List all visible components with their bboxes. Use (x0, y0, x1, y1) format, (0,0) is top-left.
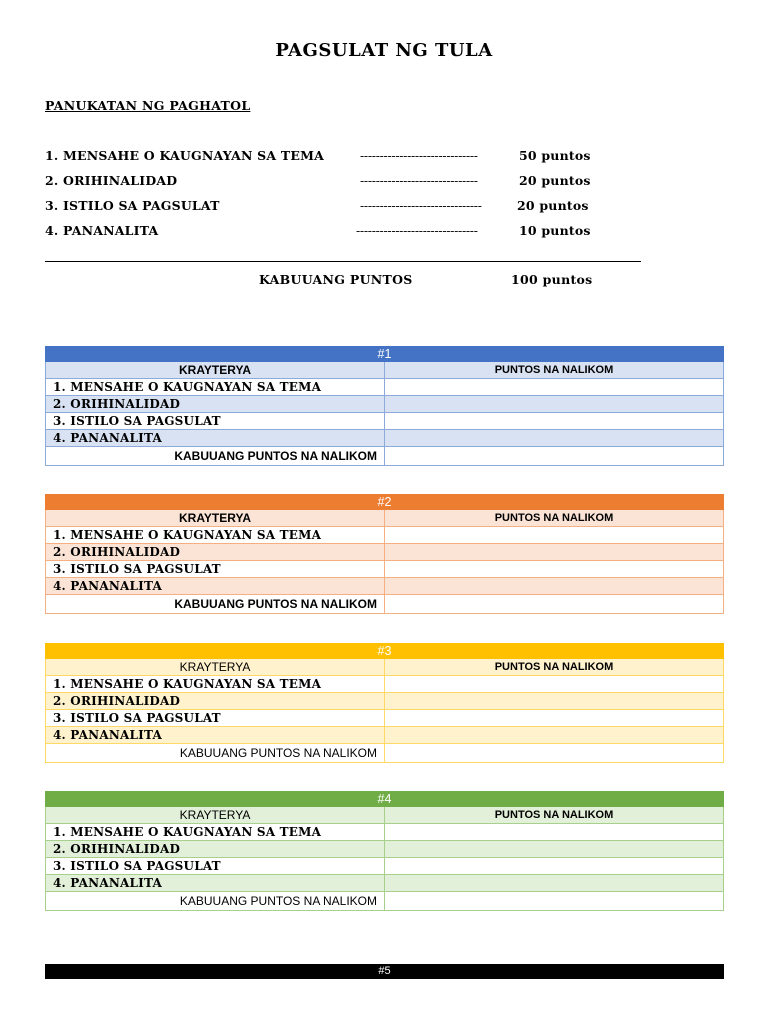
criterion-cell: 2. ORIHINALIDAD (46, 396, 385, 413)
score-cell[interactable] (385, 875, 724, 892)
column-header-criteria: KRAYTERYA (46, 362, 385, 379)
criterion-name: 1. MENSAHE O KAUGNAYAN SA TEMA (45, 148, 325, 163)
rubric-subtitle: PANUKATAN NG PAGHATOL (45, 98, 251, 113)
criterion-dashes: ------------------------------ (360, 148, 478, 163)
total-label: KABUUANG PUNTOS (259, 272, 413, 287)
column-header-criteria: KRAYTERYA (46, 807, 385, 824)
criterion-name: 2. ORIHINALIDAD (45, 173, 178, 188)
criterion-cell: 3. ISTILO SA PAGSULAT (46, 858, 385, 875)
column-header-points: PUNTOS NA NALIKOM (385, 510, 724, 527)
score-cell[interactable] (385, 841, 724, 858)
total-value: 100 puntos (511, 272, 593, 287)
criterion-dashes: ------------------------------- (356, 223, 478, 238)
criterion-cell: 2. ORIHINALIDAD (46, 841, 385, 858)
total-points-label: KABUUANG PUNTOS NA NALIKOM (46, 892, 385, 911)
criterion-cell: 3. ISTILO SA PAGSULAT (46, 710, 385, 727)
score-cell[interactable] (385, 727, 724, 744)
criterion-points: 50 puntos (519, 148, 591, 163)
criterion-row (45, 198, 605, 216)
criterion-points: 20 puntos (517, 198, 589, 213)
criterion-cell: 3. ISTILO SA PAGSULAT (46, 413, 385, 430)
score-cell[interactable] (385, 379, 724, 396)
criterion-cell: 2. ORIHINALIDAD (46, 544, 385, 561)
criterion-cell: 4. PANANALITA (46, 875, 385, 892)
table-5-header: #5 (45, 964, 724, 979)
total-score-cell[interactable] (385, 744, 724, 763)
score-cell[interactable] (385, 430, 724, 447)
score-table-1 (45, 346, 724, 466)
total-score-cell[interactable] (385, 595, 724, 614)
criterion-cell: 1. MENSAHE O KAUGNAYAN SA TEMA (46, 379, 385, 396)
total-points-label: KABUUANG PUNTOS NA NALIKOM (46, 595, 385, 614)
score-cell[interactable] (385, 527, 724, 544)
column-header-points: PUNTOS NA NALIKOM (385, 362, 724, 379)
score-cell[interactable] (385, 413, 724, 430)
table-number: #3 (46, 644, 724, 659)
criterion-cell: 4. PANANALITA (46, 727, 385, 744)
criterion-cell: 4. PANANALITA (46, 578, 385, 595)
column-header-points: PUNTOS NA NALIKOM (385, 659, 724, 676)
criterion-cell: 3. ISTILO SA PAGSULAT (46, 561, 385, 578)
table-number: #4 (46, 792, 724, 807)
total-score-cell[interactable] (385, 892, 724, 911)
criterion-cell: 4. PANANALITA (46, 430, 385, 447)
score-cell[interactable] (385, 710, 724, 727)
criterion-dashes: ------------------------------ (360, 173, 478, 188)
criterion-row (45, 148, 605, 166)
score-cell[interactable] (385, 824, 724, 841)
column-header-points: PUNTOS NA NALIKOM (385, 807, 724, 824)
divider-line (45, 261, 641, 262)
column-header-criteria: KRAYTERYA (46, 659, 385, 676)
criterion-cell: 1. MENSAHE O KAUGNAYAN SA TEMA (46, 676, 385, 693)
column-header-criteria: KRAYTERYA (46, 510, 385, 527)
criterion-points: 20 puntos (519, 173, 591, 188)
score-table-2 (45, 494, 724, 614)
score-cell[interactable] (385, 544, 724, 561)
score-cell[interactable] (385, 578, 724, 595)
criterion-name: 3. ISTILO SA PAGSULAT (45, 198, 220, 213)
criterion-cell: 1. MENSAHE O KAUGNAYAN SA TEMA (46, 824, 385, 841)
score-cell[interactable] (385, 396, 724, 413)
criterion-cell: 1. MENSAHE O KAUGNAYAN SA TEMA (46, 527, 385, 544)
criterion-row (45, 223, 605, 241)
criterion-dashes: ------------------------------- (360, 198, 482, 213)
criterion-cell: 2. ORIHINALIDAD (46, 693, 385, 710)
score-cell[interactable] (385, 561, 724, 578)
criterion-row (45, 173, 605, 191)
total-points-label: KABUUANG PUNTOS NA NALIKOM (46, 744, 385, 763)
table-number: #1 (46, 347, 724, 362)
total-points-label: KABUUANG PUNTOS NA NALIKOM (46, 447, 385, 466)
score-cell[interactable] (385, 693, 724, 710)
score-cell[interactable] (385, 858, 724, 875)
criterion-name: 4. PANANALITA (45, 223, 159, 238)
criterion-points: 10 puntos (519, 223, 591, 238)
total-score-cell[interactable] (385, 447, 724, 466)
score-table-3 (45, 643, 724, 763)
score-table-4 (45, 791, 724, 911)
page-title: PAGSULAT NG TULA (275, 40, 493, 61)
table-number: #2 (46, 495, 724, 510)
score-cell[interactable] (385, 676, 724, 693)
